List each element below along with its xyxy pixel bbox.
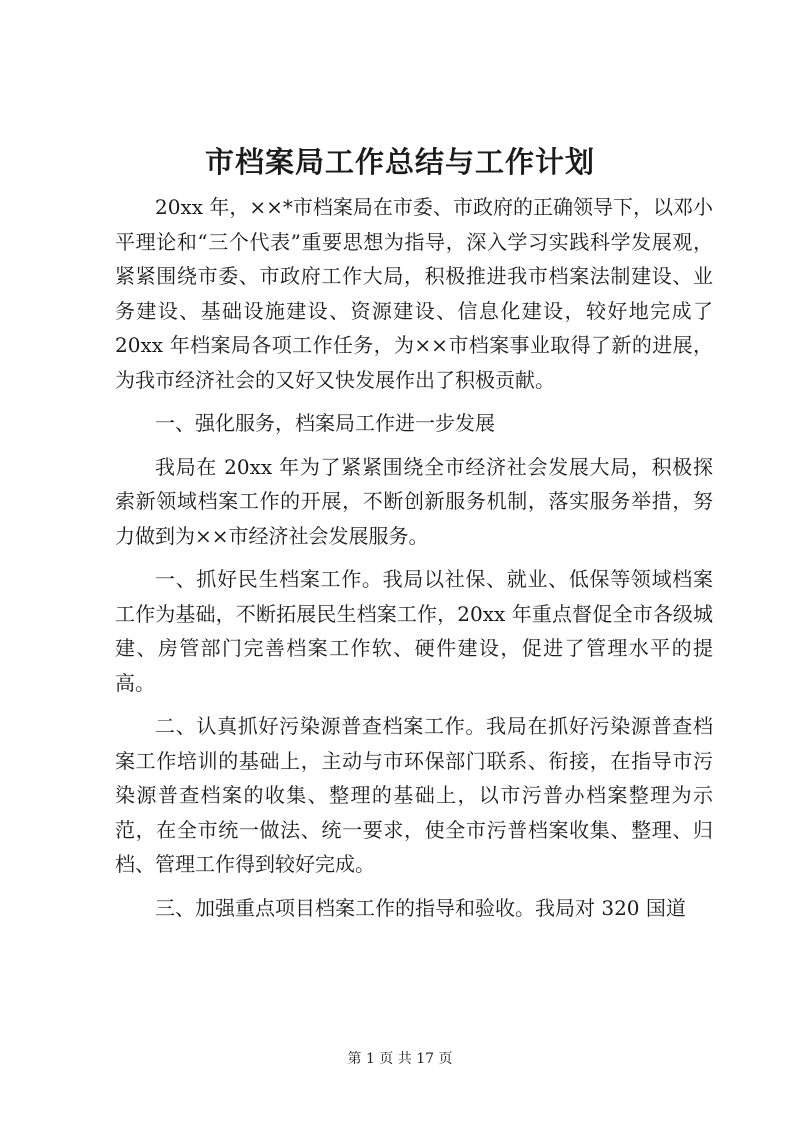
section-heading-1: 一、强化服务，档案局工作进一步发展 bbox=[155, 411, 495, 435]
page-footer: 第 1 页 共 17 页 bbox=[347, 1051, 453, 1067]
paragraph-item-2: 二、认真抓好污染源普查档案工作。我局在抓好污染源普查档案工作培训的基础上，主动与市环保部门联系、衔接，在指导市污染源普查档案的收集、整理的基础上，以市污普办档案整理为示范，在全市统一做法、统一要求，使全市污普档案收集、整理、归档、管理工作得到较好完成。 bbox=[115, 714, 713, 876]
page-title: 市档案局工作总结与工作计划 bbox=[204, 145, 595, 179]
document-body bbox=[115, 190, 713, 925]
paragraph-item-3: 三、加强重点项目档案工作的指导和验收。我局对 320 国道 bbox=[155, 895, 686, 920]
paragraph-section-1: 我局在 20xx 年为了紧紧围绕全市经济社会发展大局，积极探索新领域档案工作的开展，不断创新服务机制，落实服务举措，努力做到为××市经济社会发展服务。 bbox=[115, 454, 713, 548]
paragraph-item-1: 一、抓好民生档案工作。我局以社保、就业、低保等领域档案工作为基础，不断拓展民生档案工作，20xx 年重点督促全市各级城建、房管部门完善档案工作软、硬件建设，促进了管理水平的提高。 bbox=[115, 567, 713, 695]
paragraph-intro: 20xx 年，××*市档案局在市委、市政府的正确领导下，以邓小平理论和“三个代表”重要思想为指导，深入学习实践科学发展观，紧紧围绕市委、市政府工作大局，积极推进我市档案法制建设、业务建设、基础设施建设、资源建设、信息化建设，较好地完成了 20xx 年档案局各项工作任务，为××市档案事业取得了新的进展，为我市经济社会的又好又快发展作出了积极贡献。 bbox=[115, 195, 713, 392]
